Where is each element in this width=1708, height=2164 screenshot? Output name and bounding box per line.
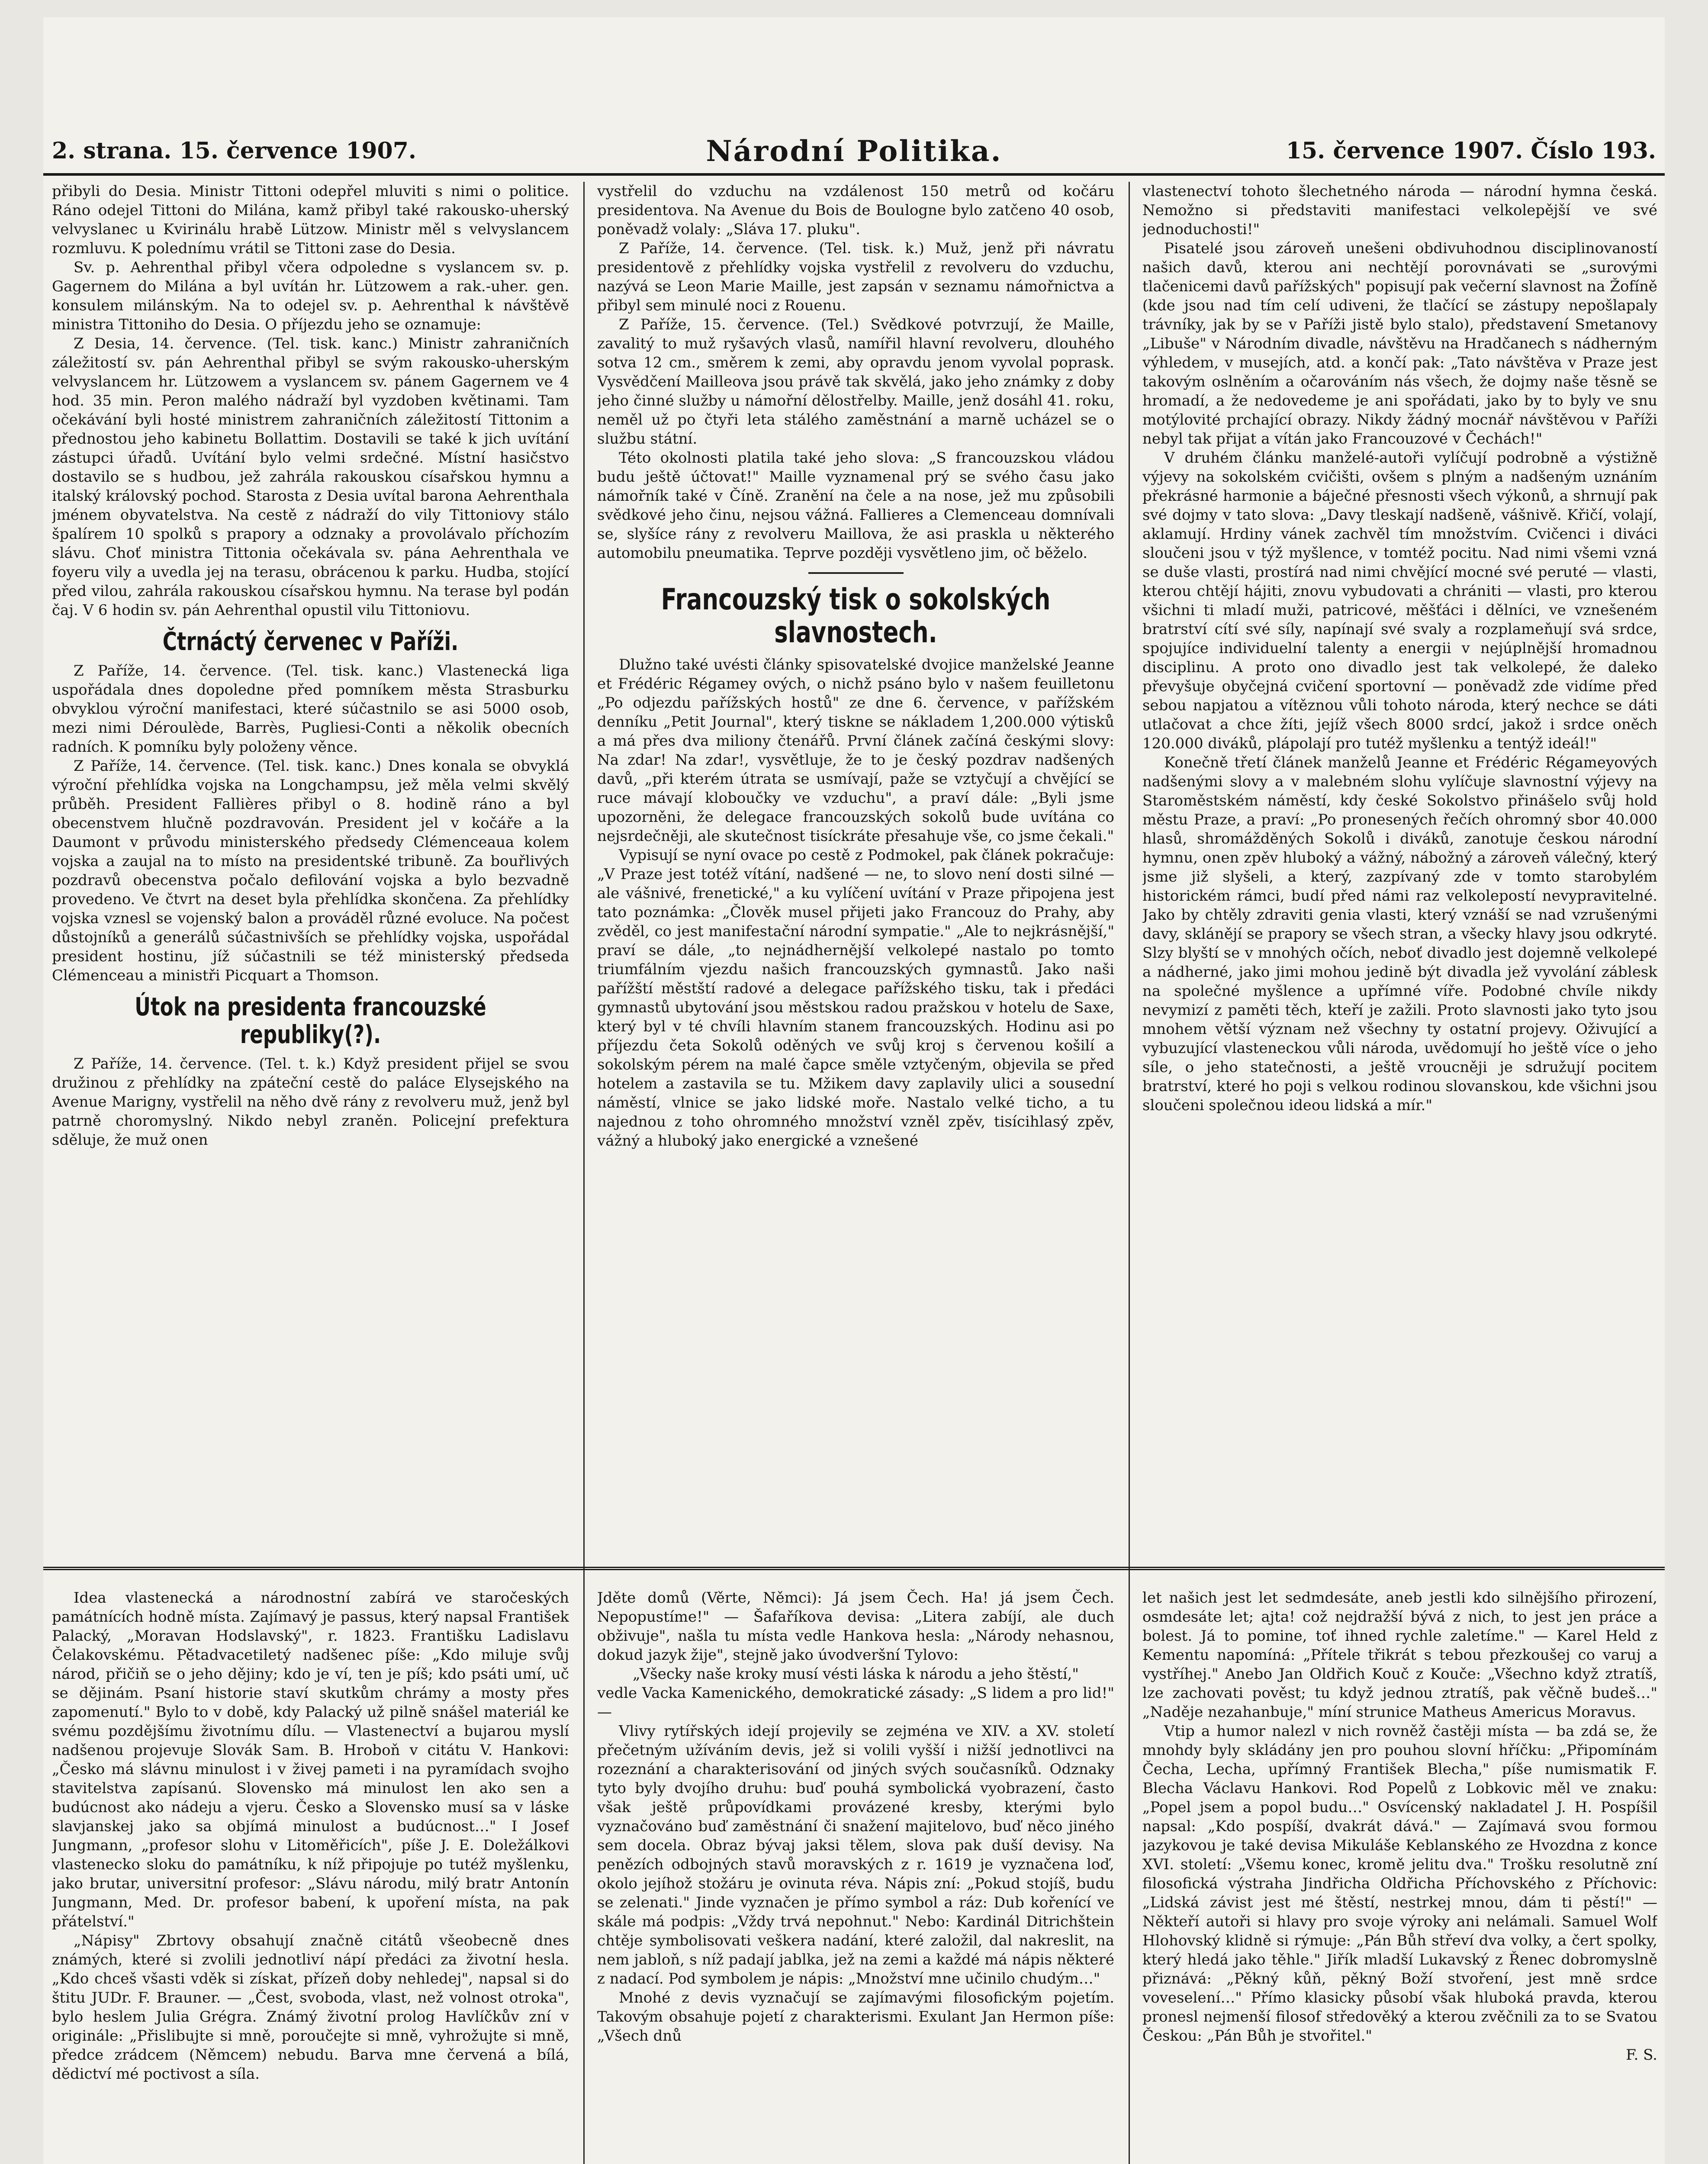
paragraph: Z Paříže, 14. července. (Tel. tisk. kanc.) Vlastenecká liga uspořádala dnes dopoledne před pomníkem města Strasburku obvyklou výroční manifestaci, které súčastnilo se asi 5000 osob, mezi nimi Déroulède, Barrès, Pugliesi-Conti a několik obecních radních. K pomníku byly položeny věnce.: [52, 662, 569, 756]
column-3: [1142, 182, 1657, 1558]
feuilleton-column-1: [52, 1588, 569, 2164]
paragraph: Jděte domů (Věrte, Němci): Já jsem Čech. Ha! já jsem Čech. Nepopustíme!" — Šafaříkova devisa: „Litera zabíjí, ale duch obživuje", našla tu místa vedle Hankova hesla: „Národy nehasnou, dokud jazyk žije", stejně jako úvodveršní Tylovo:: [597, 1589, 1114, 1664]
paragraph: Pisatelé jsou zároveň unešeni obdivuhodnou disciplinovaností našich davů, kterou ani nechtějí porovnávati se „surovými tlačenicemi davů pařížských" popisují pak večerní slavnost na Žofíně (kde jsou nad tím celí udiveni, že tlačící se zástupy nepošlapaly trávníky, jak by se v Paříži jistě bylo stalo), představení Smetanovy „Libuše" v Národním divadle, návštěvu na Hradčanech s nádherným výhledem, v musejích, atd. a končí pak: „Tato návštěva v Praze jest takovým oslněním a očarováním nás všech, že dojmy naše těsně se hromadí, a že nedovedeme je ani spořádati, jako by to byly ve snu motýlovité prchající obrazy. Nikdy žádný mocnář návštěvou v Paříži nebyl tak přijat a vítán jako Francouzové v Čechách!": [1142, 240, 1657, 448]
feuilleton-column-2: [597, 1588, 1114, 2164]
paragraph: Z Paříže, 15. července. (Tel.) Svědkové potvrzují, že Maille, zavalitý to muž ryšavých vlasů, namířil hlavní revolveru, dlouhého sotva 12 cm., směrem k zemi, aby opravdu jenom vyvolal poprask. Vysvědčení Mailleova jsou právě tak skvělá, jako jeho známky z doby jeho činné služby u námořní dělostřelby. Maille, jenž dosáhl 41. roku, neměl už po čtyři leta stálého zaměstnání a marně ucházel se o službu státní.: [597, 316, 1114, 448]
paragraph: vystřelil do vzduchu na vzdálenost 150 metrů od kočáru presidentova. Na Avenue du Bois de Boulogne bylo zatčeno 40 osob, poněvadž volaly: „Sláva 17. pluku".: [597, 183, 1114, 238]
paragraph: Dlužno také uvésti články spisovatelské dvojice manželské Jeanne et Frédéric Régamey ových, o nichž psáno bylo v našem feuilletonu „Po odjezdu pařížských hostů" ze dne 6. července, v pařížském denníku „Petit Journal", který tiskne se nákladem 1,200.000 výtisků a má přes dva miliony čtenářů. První článek začíná českými slovy: Na zdar! Na zdar!, vysvětluje, že to je český pozdrav nadšených davů, „při kterém útrata se usmívají, paže se vztyčují a chvějící se ruce mávají kloboučky ve vzduchu", a praví dále: „Byli jsme upozorněni, že delegace francouzských sokolů bude uvítána co nejsrdečněji, ale skutečnost tisíckráte přesahuje vše, co jsme čekali.": [597, 656, 1114, 845]
paragraph: let našich jest let sedmdesáte, aneb jestli kdo silnějšího přirození, osmdesáte let; ajta! což nejdražší bývá z nich, to jest jen práce a bolest. Já to pomine, toť ihned rychle zaletíme." — Karel Held z Kementu napomíná: „Přítele třikrát s tebou přezkoušej co varuj a vystříhej." Anebo Jan Oldřich Kouč z Kouče: „Všechno když ztratíš, lze zachovati pověst; tu když jednou ztratíš, pak věčně budeš…" „Naděje nezahanbuje," míní strunice Matheus Americus Moravus.: [1142, 1589, 1657, 1721]
verse-quote: „Všecky naše kroky musí vésti láska k národu a jeho štěstí,": [632, 1665, 1079, 1683]
column-1: [52, 182, 569, 1558]
paragraph: Z Paříže, 14. července. (Tel. tisk. k.) Muž, jenž při návratu presidentově z přehlídky vojska vystřelil z revolveru do vzduchu, nazývá se Leon Marie Maille, jest zapsán v seznamu námořnictva a přibyl sem minulé noci z Rouenu.: [597, 240, 1114, 314]
masthead: [43, 134, 1665, 176]
article-headline: Francouzský tisk o sokolských slavnostech.: [661, 583, 1051, 650]
paragraph: Z Paříže, 14. července. (Tel. tisk. kanc.) Dnes konala se obvyklá výroční přehlídka vojska na Longchampsu, jež měla velmi skvělý průběh. President Fallières přibyl o 8. hodině ráno a byl obecenstvem hlučně pozdravován. President jel v kočáře a la Daumont v průvodu ministerského předsedy Clémenceaua kolem vojska a zaujal na to místo na presidentské tribuně. Za bouřlivých pozdravů obecenstva počalo defilování vojska a bylo bezvadně provedeno. Ve čtvrt na deset byla přehlídka skončena. Za přehlídky vojska vznesl se vojenský balon a prováděl různé evoluce. Na počest důstojníků a generálů súčastnivších se přehlídky vojska, uspořádal president hostinu, jíž súčastnili se též ministerský předseda Clémenceau a ministři Picquart a Thomson.: [52, 757, 569, 984]
feuilleton-column-3: [1142, 1588, 1657, 2164]
paragraph: přibyli do Desia. Ministr Tittoni odepřel mluviti s nimi o politice. Ráno odejel Tittoni do Milána, kamž přibyl také rakousko-uherský velvyslanec u Kvirinálu hrabě Lützow. Ministr měl s velvyslancem rozmluvu. K polednímu vrátil se Tittoni zase do Desia.: [52, 183, 569, 257]
paragraph: Vtip a humor nalezl v nich rovněž častěji místa — ba zdá se, že mnohdy byly skládány jen pro pouhou slovní hříčku: „Připomínám Čecha, Lecha, upřímný František Blecha," píše numismatik F. Blecha Václavu Hankovi. Rod Popelů z Lobkovic měl ve znaku: „Popel jsem a popol budu…" Osvícenský nakladatel J. H. Pospíšil napsal: „Kdo pospíší, dvakrát dává." — Zajímavá svou formou jazykovou je také devisa Mikuláše Keblanského ze Hvozdna z konce XVI. století: „Všemu konec, kromě jelitu dva." Trošku resolutně zní filosofická výstraha Jindřicha Oldřicha Příchovského z Příchovic: „Lidská závist jest mé štěstí, nestrkej mnou, dám ti pěstí!" — Někteří autoři si hlavy pro svoje výroky ani nelámali. Samuel Wolf Hlohovský klidně si rýmuje: „Pán Bůh střeví dva volky, a čert spolky, který hledá jako těhle." Jiřík mladší Lukavský z Řenec dobromyslně přiznává: „Pěkný kůň, pěkný Boží stvoření, jest mně srdce voveselení…" Přímo klasicky působí však hluboká pravda, kterou pronesl nejmenší filosof středověký a kterou zvěčnili za to se Svatou Českou: „Pán Bůh je stvořitel.": [1142, 1723, 1657, 2045]
paragraph: Konečně třetí článek manželů Jeanne et Frédéric Régameyových nadšenými slovy a v malebném slohu vylíčuje slavnostní výjevy na Staroměstském náměstí, kdy české Sokolstvo přinášelo svůj hold městu Praze, a praví: „Po pronesených řečích ohromný sbor 40.000 hlasů, shromážděných Sokolů i diváků, zanotuje českou národní hymnu, onen zpěv hluboký a vážný, nábožný a zároveň válečný, který jsme již slyšeli, a který, zazpívaný zde v tomto starobylém historickém rámci, budí před námi raz velkolepostí nevypravitelné. Jako by chtěly zdraviti genia vlasti, který vznáší se nad vzrušenými davy, sklánějí se prapory se všech stran, a všecky hlavy jsou odkryté. Slzy blyští se v mnohých očích, neboť divadlo jest dojemně velkolepé a nádherné, jako jimi mohou jedině být divadla jež vyvolání záblesk na společné myšlence a upřímné víře. Podobné chvíle nikdy nevymizí z paměti těch, kteří je zažili. Proto slavnosti jako tyto jsou mnohem větší význam než všechny ty ostatní projevy. Oživující a vybuzující vlasteneckou vůli národa, uvědomují ho ještě více o jeho síle, o jeho statečnosti, a ještě vroucněji je sdružují pocitem bratrství, které ho poji s velkou rodinou slovanskou, kde všichni jsou sloučeni společnou ideou lidská a mír.": [1142, 754, 1657, 1114]
author-signature: F. S.: [1626, 2046, 1657, 2064]
paragraph: vlastenectví tohoto šlechetného národa — národní hymna česká. Nemožno si představiti manifestaci velkolepější ve své jednoduchosti!": [1142, 183, 1657, 238]
paragraph: Vypisují se nyní ovace po cestě z Podmokel, pak článek pokračuje: „V Praze jest totéž vítání, nadšené — ne, to slovo není dosti silné — ale vášnivé, frenetické," a ku vylíčení uvítání v Praze připojena jest tato poznámka: „Člověk musel přijeti jako Francouz do Prahy, aby zvěděl, co jest manifestační národní sympatie." „Ale to nejkrásnější," praví se dále, „to nejnádhernější velkolepé nastalo po tomto triumfálním vjezdu našich francouzských gymnastů. Jako naši pařížští městští radové a delegace pařížského tisku, tak i předáci gymnastů ubytování jsou městskou radou pražskou v hotelu de Saxe, který byl v té chvíli hlavním stanem francouzských. Hodinu asi po příjezdu četa Sokolů oděných ve svůj kroj s červenou košilí a sokolským pérem na malé čapce směle vztyčeným, objevila se před hotelem a zastavila se tu. Mžikem davy zaplavily ulici a sousední náměstí, vlnice se jako lidské moře. Nastalo velké ticho, a tu najednou z toho ohromného množství vzněl zpěv, tisícihlasý zpěv, vážný a hluboký jako energické a vznešené: [597, 847, 1114, 1150]
paragraph: Vlivy rytířských idejí projevily se zejména ve XIV. a XV. století přečetným užíváním devis, jež si volili vyšší i nižší jednotlivci na rozeznání a charakterisování od jiných svých současníků. Odznaky tyto byly dvojího druhu: buď pouhá symbolická vyobrazení, často však ještě průpovídkami provázené kresby, kterými bylo vyznačováno buď zaměstnání či snažení majitelovo, buď něco jiného sem docela. Obraz bývaj jaksi tělem, slova pak duší devisy. Na penězích odbojných stavů moravských z r. 1619 je vyznačena loď, okolo jejíhož stožáru je ovinuta réva. Nápis zní: „Pokud stojíš, budu se zelenati." Jinde vyznačen je přímo symbol a ráz: Dub kořenící ve skále má podpis: „Vždy trvá nepohnut." Nebo: Kardinál Ditrichštein chtěje symbolisovati veškera nadání, které založil, dal nakreslit, na nem jabloň, s níž padají jablka, jež na zemi a každé má nápis některé z nadací. Pod symbolem je nápis: „Množství mne učinilo chudým…": [597, 1723, 1114, 1987]
newspaper-page: [43, 17, 1665, 2164]
column-2: [597, 182, 1114, 1558]
issue-number: 15. července 1907. Číslo 193.: [1286, 138, 1656, 164]
paragraph: Mnohé z devis vyznačují se zajímavými filosofickým pojetím. Takovým obsahuje pojetí z charakterismi. Exulant Jan Hermon píše: „Všech dnů: [597, 1989, 1114, 2045]
paragraph: Z Desia, 14. července. (Tel. tisk. kanc.) Ministr zahraničních záležitostí sv. pán Aehrenthal přibyl se svým rakousko-uherským velvyslancem hr. Lützowem a vyslancem sv. pánem Gagernem ve 4 hod. 35 min. Peron malého nádraží byl vyzdoben květinami. Tam očekávání byli hosté ministrem zahraničních záležitostí Tittonim a přednostou jeho kabinetu Bollattim. Dostavili se také k jich uvítání zástupci úřadů. Uvítání bylo velmi srdečné. Místní hasičstvo dostavilo se s hudbou, jež zahrála rakouskou císařskou hymnu a italský královský pochod. Starosta z Desia uvítal barona Aehrenthala jménem obyvatelstva. Na cestě z nádraží do vily Tittoniovy stálo špalírem 10 spolků s prapory a odznaky a provolávalo příchozím slávu. Choť ministra Tittonia očekávala sv. pána Aehrenthala ve foyeru vily a uvedla jej na terasu, obrácenou k parku. Hudba, stojící před vilou, zahrála rakouskou císařskou hymnu. Na terase byl podán čaj. V 6 hodin sv. pán Aehrenthal opustil vilu Tittoniovu.: [52, 335, 569, 619]
paragraph: Sv. p. Aehrenthal přibyl včera odpoledne s vyslancem sv. p. Gagernem do Milána a byl uvítán hr. Lützowem a rak.-uher. gen. konsulem milánským. Na to odejel sv. p. Aehrenthal k návštěvě ministra Tittoniho do Desia. O příjezdu jeho se oznamuje:: [52, 259, 569, 333]
article-headline: Čtrnáctý červenec v Paříži.: [162, 627, 459, 656]
paragraph: vedle Vacka Kamenického, demokratické zásady: „S lidem a pro lid!" —: [597, 1684, 1114, 1721]
feuilleton-divider: [43, 1567, 1665, 1570]
paragraph: Této okolnosti platila také jeho slova: „S francouzskou vládou budu ještě účtovat!" Maille vyznamenal prý se svého času jako námořník také v Číně. Zranění na čele a na nose, jež mu způsobili svědkové jeho činu, nejsou vážná. Fallieres a Clemenceau domnívali se, slyšíce rány z revolveru Maillova, že asi praskla u některého automobilu pneumatika. Teprve později vysvětleno jim, oč běželo.: [597, 449, 1114, 562]
paragraph: „Nápisy" Zbrtovy obsahují značně citátů všeobecně dnes známých, které si zvolili jednotliví nápí předáci za životní hesla. „Kdo chceš všasti vděk si získat, přízeň doby nehledej", napsal si do štitu JUDr. F. Brauner. — „Čest, svoboda, vlast, než volnost otroka", bylo heslem Julia Grégra. Známý životní prolog Havlíčkův zní v originále: „Přislibujte si mně, poroučejte si mně, vyhrožujte si mně, předce zrádcem (Němcem) nebudu. Barva mne červená a bílá, dědictví mé poctivost a síla.: [52, 1932, 569, 2083]
article-headline: Útok na presidenta francouzské republiky(?).: [135, 992, 486, 1049]
column-divider: [583, 182, 585, 2164]
paragraph: V druhém článku manželé-autoři vylíčují podrobně a výstižně výjevy na sokolském cvičišti, ovšem s plným a nadšeným uznáním překrásné harmonie a báječné přesnosti všech výkonů, a shrnují pak své dojmy v tato slova: „Davy tleskají nadšeně, vášnivě. Křičí, volají, aklamují. Hrdiny vánek zachvěl tím množstvím. Cvičenci i diváci sloučeni jsou v týž myšlence, v tomtéž pocitu. Nad nimi všemi vzná se duše vlasti, prostírá nad nimi chvějící mocné své peruté — vlasti, kterou chtějí hájiti, znovu vybudovati a chrániti — vlasti, pro kterou všichni ti mladí muži, patricové, měšťáci i dělníci, ve vznešeném bratrství cítí své síly, napínají své svaly a rozplameňují svá srdce, spojujíce individuelní talenty a energii v nejúplnější hromadnou disciplinu. A proto ono divadlo jest tak velkolepé, že daleko převyšuje obyčejná cvičení sportovní — poněvadž zde vidíme před sebou napjatou a vítěznou vůli tohoto národa, který nechce se dáti utlačovat a chce žíti, jejíž všech 8000 srdcí, jakož i srdce oněch 120.000 diváků, plápolají pro tutéž myšlenku a tentýž ideál!": [1142, 449, 1657, 752]
paragraph: Z Paříže, 14. července. (Tel. t. k.) Když president přijel se svou družinou z přehlídky na zpáteční cestě do paláce Elysejského na Avenue Marigny, vystřelil na něho dvě rány z revolveru muž, jenž byl patrně choromyslný. Nikdo nebyl zraněn. Policejní prefektura sděluje, že muž onen: [52, 1055, 569, 1149]
newspaper-title: Národní Politika.: [706, 134, 1002, 168]
page-date-left: 2. strana. 15. července 1907.: [52, 138, 416, 164]
paragraph: Idea vlastenecká a národnostní zabírá ve staročeských památnících hodně místa. Zajímavý je passus, který napsal František Palacký, „Moravan Hodslavský", r. 1823. Františku Ladislavu Čelakovskému. Pětadvacetiletý nadšenec píše: „Kdo miluje svůj národ, přičiň se o jeho dějiny; kdo je ví, ten je píš; kdo psáti umí, uč se dějinám. Psaní historie staví skutkům chrámy a mosty přes zapomenutí." Bylo to v době, kdy Palacký už pilně snášel materiál ke svému pozdějšímu životnímu dílu. — Vlastenectví a bujarou myslí nadšenou projevuje Slovák Sam. B. Hroboň v citátu V. Hankovi: „Česko má slávnu minulost i v živej pameti i na pyramídach svojho stavitelstva zapísanú. Slovensko má minulost len ako sen a budúcnost ako nádeju a vjeru. Česko a Slovensko musí sa v láske slavjanskej jako sa objímá minulost a budúcnost…" I Josef Jungmann, „profesor slohu v Litoměřicích", píše J. E. Doležálkovi vlastenecko sloku do památníku, k níž připojuje po tutéž myšlenku, jako brutar, universitní profesor: „Slávu národu, milý bratr Antonín Jungmann, Med. Dr. profesor babení, k upoření místa, na pak přátelství.": [52, 1589, 569, 1930]
column-divider: [1129, 182, 1130, 2164]
separator: [808, 572, 904, 574]
